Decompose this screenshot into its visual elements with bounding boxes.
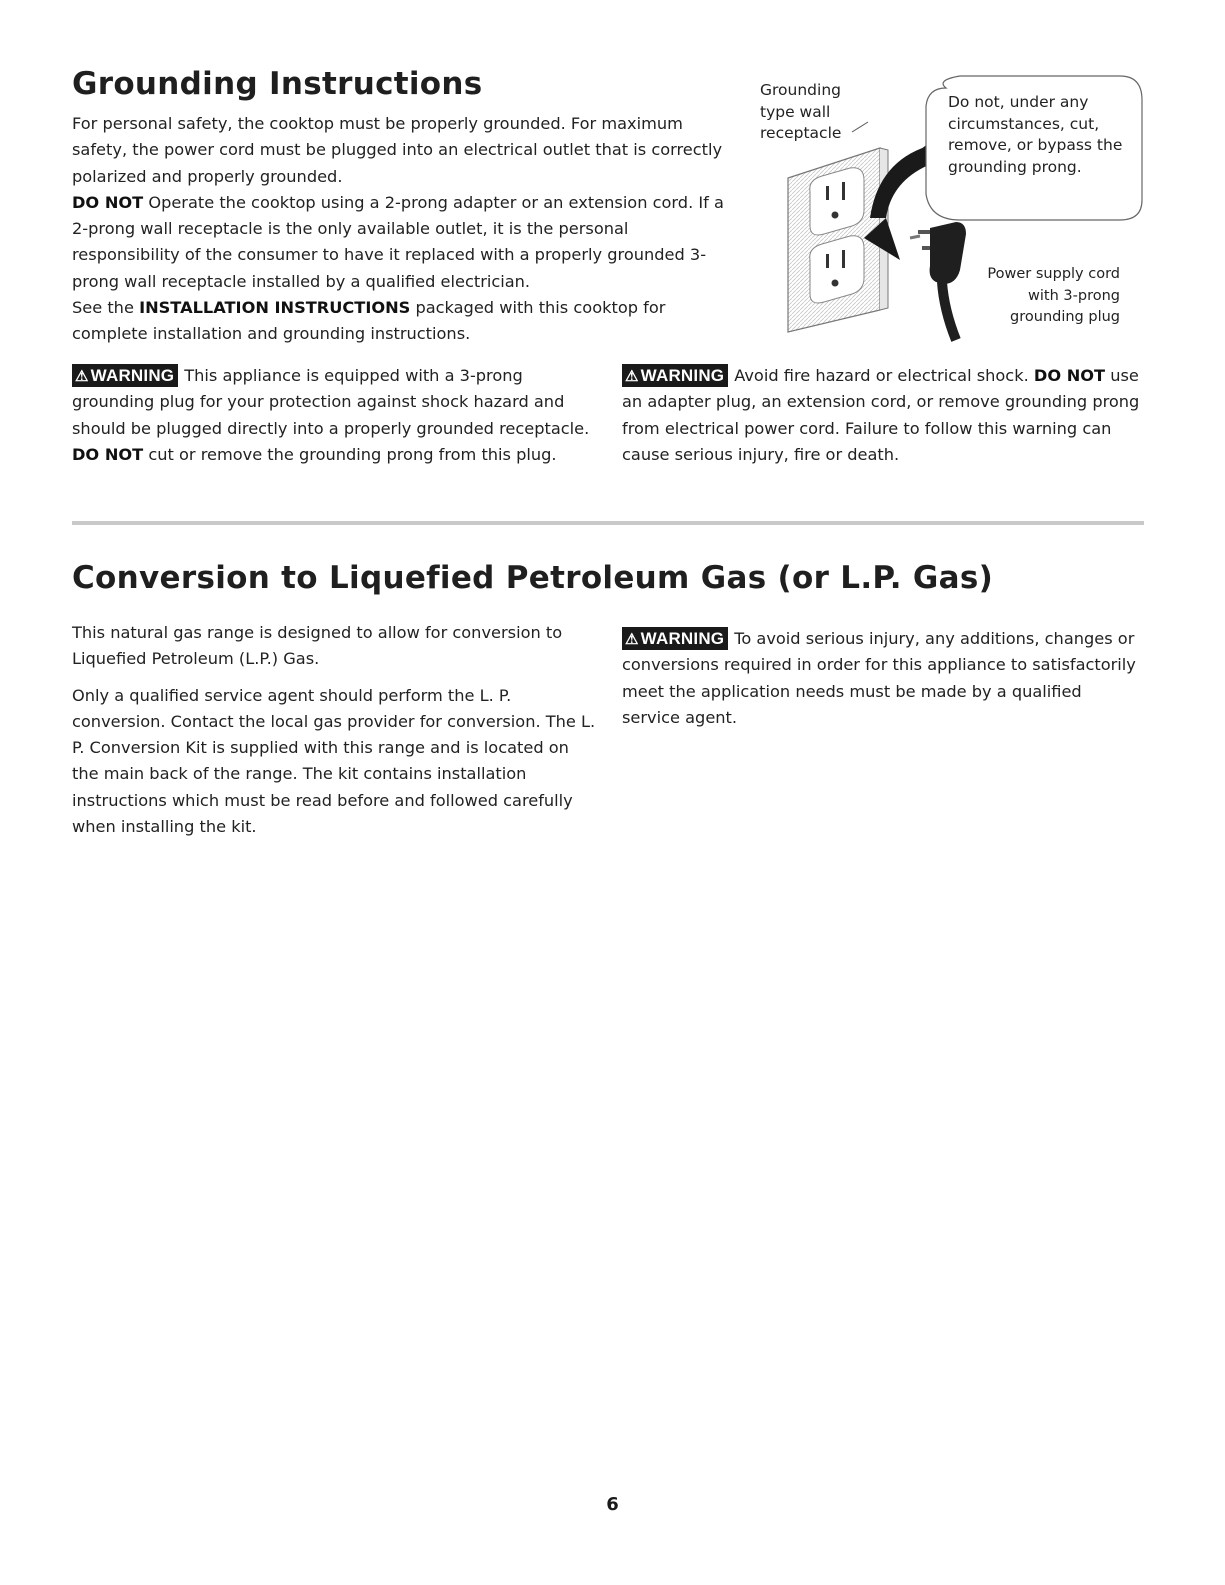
warning-right-text: Avoid fire hazard or electrical shock. <box>734 366 1034 385</box>
installation-instructions-emphasis: INSTALLATION INSTRUCTIONS <box>139 298 411 318</box>
section-title-conversion: Conversion to Liquefied Petroleum Gas (or L.P. Gas) <box>72 560 994 596</box>
do-not-emphasis: DO NOT <box>72 192 144 212</box>
warning-left-text: This appliance is equipped with a 3-prong grounding plug for your protection against shock hazard and should be plugged directly into a properly grounded receptacle. <box>72 366 590 438</box>
warning-badge-label: WARNING <box>640 366 725 385</box>
warning-triangle-icon: ⚠ <box>625 631 639 648</box>
receptacle-label: Grounding type wall receptacle <box>760 81 842 142</box>
grounding-paragraph-3-text: packaged with this cooktop for complete installation and grounding instructions. <box>72 298 666 344</box>
grounding-paragraph-2 <box>72 190 732 295</box>
warning-badge <box>622 627 728 650</box>
warning-left <box>72 363 592 468</box>
grounding-paragraph-2-text: Operate the cooktop using a 2-prong adapter or an extension cord. If a 2-prong wall receptacle is the only available outlet, it is the personal responsibility of the consumer to have it replaced with a properly grounded 3-prong wall receptacle installed by a qualified electrician. <box>72 192 724 291</box>
warning-right <box>622 363 1142 468</box>
grounding-paragraph-1: For personal safety, the cooktop must be properly grounded. For maximum safety, the power cord must be plugged into an electrical outlet that is correctly polarized and properly grounded. <box>72 114 723 186</box>
conversion-warning <box>622 626 1142 731</box>
warning-badge <box>72 364 178 387</box>
warning-right-text-end: use an adapter plug, an extension cord, or remove grounding prong from electrical power cord. Failure to follow this warning can cause serious injury, fire or death. <box>622 366 1140 464</box>
grounding-diagram <box>760 70 1160 350</box>
conversion-paragraph-2: Only a qualified service agent should perform the L. P. conversion. Contact the local gas provider for conversion. The L. P. Conversion Kit is supplied with this range and is located on the main back of the range. The kit contains installation instructions which must be read before and followed carefully when installing the kit. <box>72 685 596 837</box>
warning-triangle-icon: ⚠ <box>75 368 89 385</box>
warning-left-text-end: cut or remove the grounding prong from this plug. <box>143 444 557 464</box>
conversion-body <box>72 620 597 840</box>
callout-warning-text: Do not, under any circumstances, cut, remove, or bypass the grounding prong. <box>948 93 1123 176</box>
warning-badge <box>622 364 728 387</box>
section-divider <box>72 521 1144 525</box>
conversion-paragraph-1: This natural gas range is designed to allow for conversion to Liquefied Petroleum (L.P.) Gas. <box>72 623 563 669</box>
plug-label: Power supply cord with 3-prong grounding plug <box>987 266 1120 325</box>
grounding-paragraph-3-lead: See the <box>72 298 140 318</box>
warning-badge-label: WARNING <box>90 366 175 385</box>
conversion-warning-text: To avoid serious injury, any additions, changes or conversions required in order for this appliance to satisfactorily meet the application needs must be made by a qualified service agent. <box>622 629 1136 727</box>
grounding-paragraph-3 <box>72 295 732 348</box>
grounding-body <box>72 111 732 348</box>
do-not-emphasis: DO NOT <box>72 444 144 464</box>
page-number: 6 <box>606 1494 619 1515</box>
section-title-grounding: Grounding Instructions <box>72 66 483 102</box>
do-not-emphasis: DO NOT <box>1033 366 1106 385</box>
warning-triangle-icon: ⚠ <box>625 368 639 385</box>
warning-badge-label: WARNING <box>640 629 725 648</box>
plug-icon <box>910 222 966 340</box>
